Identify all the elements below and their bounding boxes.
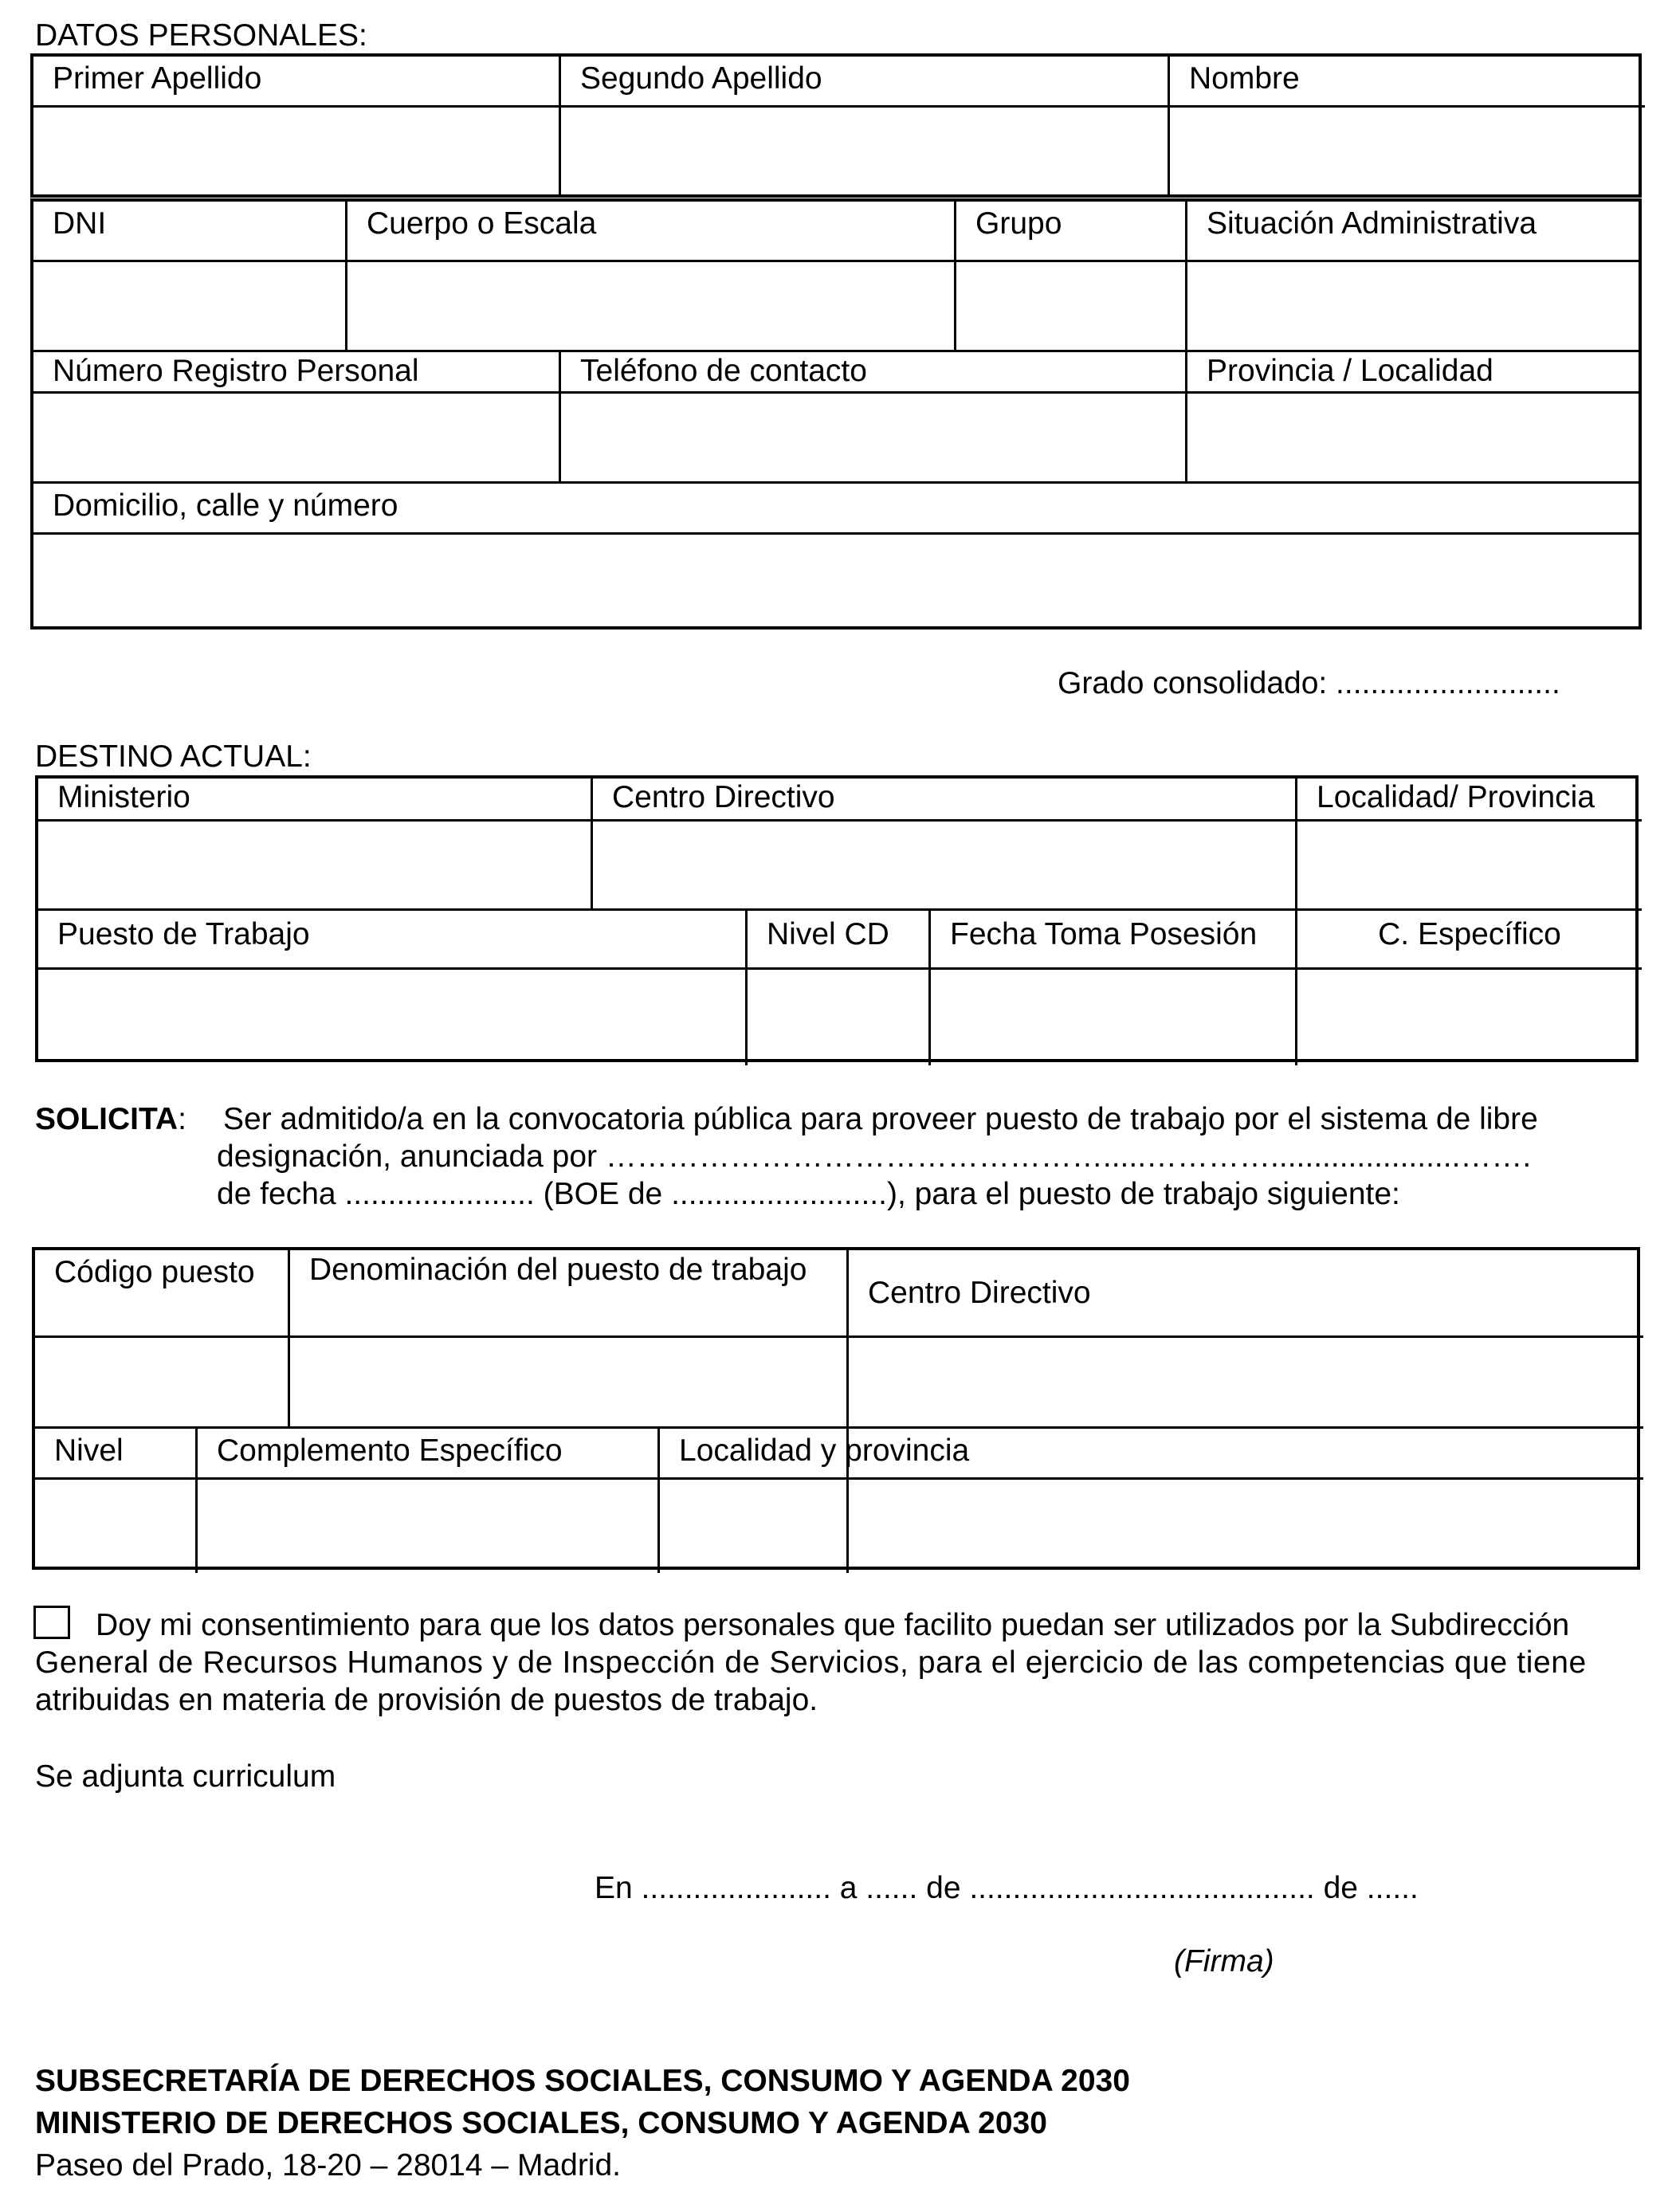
solicita-line-1: Ser admitido/a en la convocatoria pública para proveer puesto de trabajo por el sistema de libre <box>223 1102 1538 1136</box>
adjunta-curriculum: Se adjunta curriculum <box>35 1759 336 1794</box>
field-nombre[interactable] <box>1170 108 1645 198</box>
consent-line-2: General de Recursos Humanos y de Inspección de Servicios, para el ejercicio de las competencias que tiene <box>35 1645 1587 1680</box>
label-centro-directivo-puesto: Centro Directivo <box>849 1250 1643 1338</box>
solicita-label <box>35 1102 186 1137</box>
puesto-solicitado-block <box>32 1247 1640 1570</box>
field-provincia-localidad[interactable] <box>1187 394 1639 484</box>
field-centro-directivo[interactable] <box>593 822 1297 911</box>
field-denominacion-puesto[interactable] <box>290 1338 849 1429</box>
label-cuerpo-escala: Cuerpo o Escala <box>347 202 956 262</box>
field-nivel-cd[interactable] <box>748 970 931 1065</box>
solicita-bold: SOLICITA <box>35 1102 179 1136</box>
label-domicilio: Domicilio, calle y número <box>33 484 1639 535</box>
field-puesto-trabajo[interactable] <box>38 970 748 1065</box>
field-dni[interactable] <box>33 262 347 352</box>
label-puesto-trabajo: Puesto de Trabajo <box>38 911 748 970</box>
datos-personales-block-1 <box>30 53 1642 198</box>
field-fecha-toma-posesion[interactable] <box>931 970 1297 1065</box>
label-codigo-puesto: Código puesto <box>35 1250 290 1338</box>
footer-ministerio: MINISTERIO DE DERECHOS SOCIALES, CONSUMO Y AGENDA 2030 <box>35 2106 1047 2140</box>
field-cuerpo-escala[interactable] <box>347 262 956 352</box>
consent-line-1: Doy mi consentimiento para que los datos personales que facilito puedan ser utilizados por la Subdirección <box>96 1608 1570 1642</box>
label-localidad-y-provincia: Localidad y provincia <box>657 1429 1643 1480</box>
label-ministerio: Ministerio <box>38 779 593 822</box>
solicita-line-2: designación, anunciada por ………………………………………….....…………......................……. <box>217 1139 1532 1174</box>
field-primer-apellido[interactable] <box>33 108 561 198</box>
label-complemento-especifico: Complemento Específico <box>198 1429 849 1480</box>
field-localidad-provincia[interactable] <box>1297 822 1642 911</box>
field-ministerio[interactable] <box>38 822 593 911</box>
field-codigo-puesto[interactable] <box>35 1338 290 1429</box>
label-fecha-toma-posesion: Fecha Toma Posesión <box>931 911 1297 970</box>
fecha-lugar-line: En ...................... a ...... de ........................................ de ...... <box>595 1871 1419 1905</box>
consent-line-3: atribuidas en materia de provisión de puestos de trabajo. <box>35 1683 818 1717</box>
destino-actual-block <box>35 775 1639 1062</box>
label-segundo-apellido: Segundo Apellido <box>561 57 1170 108</box>
label-provincia-localidad: Provincia / Localidad <box>1187 352 1639 394</box>
label-nombre: Nombre <box>1170 57 1645 108</box>
field-centro-directivo-puesto[interactable] <box>849 1338 1643 1429</box>
field-nivel[interactable] <box>35 1480 198 1573</box>
label-nivel-cd: Nivel CD <box>748 911 931 970</box>
label-primer-apellido: Primer Apellido <box>33 57 561 108</box>
label-nivel: Nivel <box>35 1429 198 1480</box>
grado-consolidado: Grado consolidado: .......................... <box>1058 666 1560 700</box>
field-situacion-administrativa[interactable] <box>1187 262 1639 352</box>
label-localidad-provincia: Localidad/ Provincia <box>1297 779 1642 822</box>
label-situacion-administrativa: Situación Administrativa <box>1187 202 1639 262</box>
solicita-line-3: de fecha ...................... (BOE de .........................), para el puesto de trabajo siguiente: <box>217 1177 1400 1211</box>
label-denominacion-puesto: Denominación del puesto de trabajo <box>290 1250 849 1338</box>
label-c-especifico: C. Específico <box>1297 911 1642 970</box>
label-dni: DNI <box>33 202 347 262</box>
section-title-datos-personales: DATOS PERSONALES: <box>35 18 367 53</box>
label-telefono-contacto: Teléfono de contacto <box>561 352 1187 394</box>
footer-subsecretaria: SUBSECRETARÍA DE DERECHOS SOCIALES, CONSUMO Y AGENDA 2030 <box>35 2064 1130 2098</box>
field-numero-registro-personal[interactable] <box>33 394 561 484</box>
field-c-especifico[interactable] <box>1297 970 1642 1065</box>
field-domicilio[interactable] <box>33 535 1639 630</box>
firma-label: (Firma) <box>1174 1944 1274 1979</box>
field-telefono-contacto[interactable] <box>561 394 1187 484</box>
field-localidad-y-provincia[interactable] <box>657 1480 1643 1573</box>
datos-personales-block-2 <box>30 198 1642 629</box>
consent-checkbox[interactable] <box>33 1606 70 1639</box>
label-grupo: Grupo <box>956 202 1187 262</box>
field-segundo-apellido[interactable] <box>561 108 1170 198</box>
solicita-colon: : <box>178 1102 186 1136</box>
footer-address: Paseo del Prado, 18-20 – 28014 – Madrid. <box>35 2148 622 2183</box>
section-title-destino-actual: DESTINO ACTUAL: <box>35 739 312 774</box>
field-grupo[interactable] <box>956 262 1187 352</box>
label-numero-registro-personal: Número Registro Personal <box>33 352 561 394</box>
label-centro-directivo: Centro Directivo <box>593 779 1297 822</box>
